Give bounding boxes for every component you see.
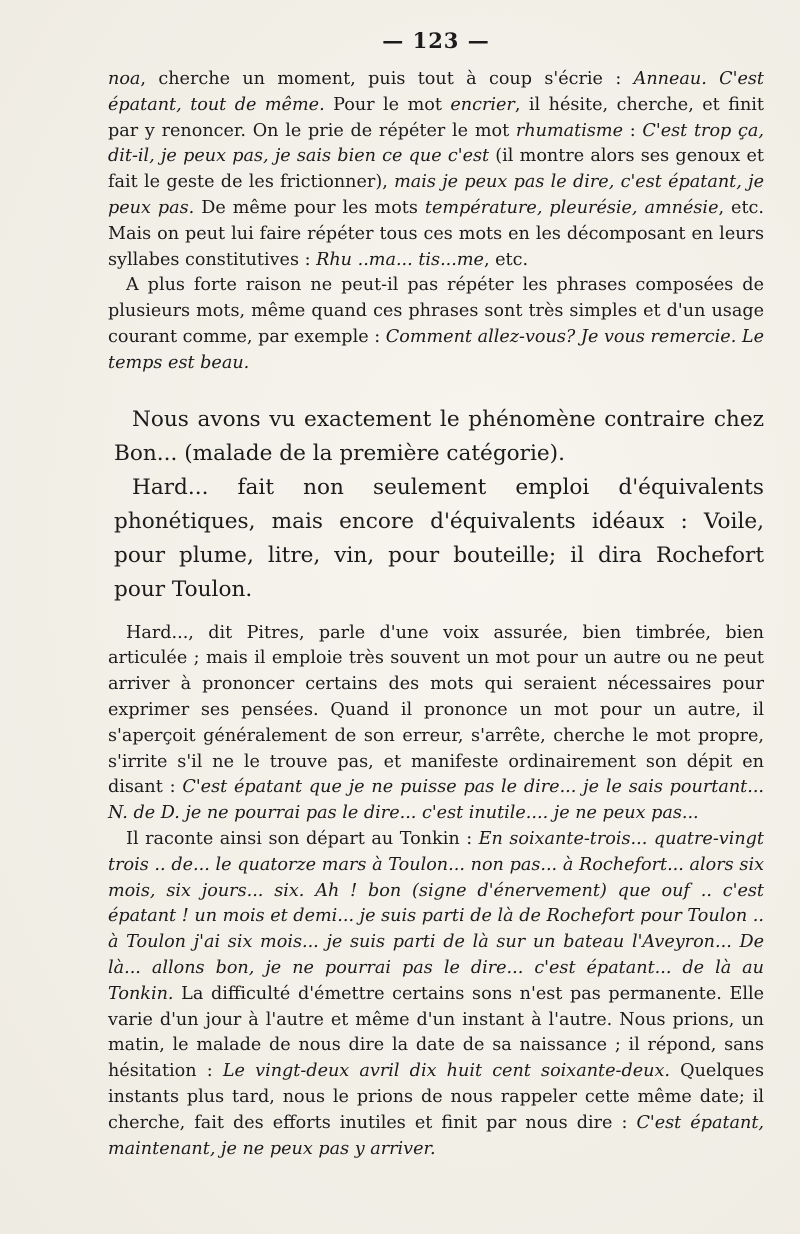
text-run: , etc. xyxy=(483,249,529,270)
italic-run: température, pleurésie, amnésie xyxy=(424,197,719,218)
italic-run: Anneau. C'est épatant, tout de même. xyxy=(108,69,764,115)
italic-run: rhumatisme xyxy=(515,120,623,141)
text-run: Quelques instants plus tard, nous le prions de nous rappeler cette même date; il cherche, fait des efforts inutiles et finit par nous dire : xyxy=(108,1061,764,1133)
italic-run: mais je peux pas le dire, c'est épatant, je peux pas. xyxy=(108,172,764,218)
text-run: De même pour les mots xyxy=(194,197,425,218)
paragraph-p1 xyxy=(108,67,764,273)
text-run: , cherche un moment, puis tout à coup s'écrie : xyxy=(140,69,634,89)
text-run: , il hésite, cherche, et finit par y renoncer. On le prie de répéter le mot xyxy=(108,94,764,141)
italic-run: C'est épatant, maintenant, je ne peux pas y arriver. xyxy=(108,1112,765,1159)
text-run: (il montre alors ses genoux et fait le geste de les frictionner), xyxy=(108,146,764,193)
paragraph-p3 xyxy=(114,403,764,471)
paragraph-p5 xyxy=(108,621,764,827)
page-number: — 123 — xyxy=(382,28,490,53)
italic-run: En soixante-trois... quatre-vingt trois .. de... le quatorze mars à Toulon... non pas... à Rochefort... alors six mois, six jours... six. Ah ! bon (signe d'énervement) que ouf .. c'est épatant ! un mois et demi... je suis parti de là de Rochefort pour Toulon .. à Toulon j'ai six mois... je suis parti de là sur un bateau l'Aveyron... De là... allons bon, je ne pourrai pas le dire... c'est épatant... de là au Tonkin. xyxy=(108,828,764,1004)
text-run: Nous avons vu exactement le phénomène contraire chez Bon... (malade de la première catégorie). xyxy=(114,406,764,466)
text-run: La difficulté d'émettre certains sons n'est pas permanente. Elle varie d'un jour à l'autre et même d'un instant à l'autre. Nous prions, un matin, le malade de nous dire la date de sa naissance ; il répond, sans hésitation : xyxy=(108,983,764,1082)
text-run: Il raconte ainsi son départ au Tonkin : xyxy=(126,828,479,849)
paragraph-p2 xyxy=(108,273,764,376)
paragraph-p6 xyxy=(108,827,764,1162)
text-run: Pour le mot xyxy=(324,94,451,115)
text-run: Hard... fait non seulement emploi d'équivalents phonétiques, mais encore d'équivalents idéaux : Voile, pour plume, litre, vin, pour bouteille; il dira Rochefort pour Toulon. xyxy=(114,474,764,602)
italic-run: Rhu ..ma... tis...me xyxy=(316,249,484,270)
text-run: : xyxy=(623,120,643,141)
italic-run: encrier xyxy=(450,94,515,115)
text-run: Hard..., dit Pitres, parle d'une voix assurée, bien timbrée, bien articulée ; mais il emploie très souvent un mot pour un autre ou ne peut arriver à prononcer certains des mots qui seraient nécessaires pour exprimer ses pensées. Quand il prononce un mot pour un autre, il s'aperçoit généralement de son erreur, s'arrête, cherche le mot propre, s'irrite s'il ne le trouve pas, et manifeste ordinairement son dépit en disant : xyxy=(108,622,764,798)
text-run: , etc. Mais on peut lui faire répéter tous ces mots en les décomposant en leurs syllabes constitutives : xyxy=(108,197,764,270)
italic-run: Le vingt-deux avril dix huit cent soixante-deux. xyxy=(222,1061,670,1082)
paragraph-p4 xyxy=(114,471,764,607)
text-run: A plus forte raison ne peut-il pas répéter les phrases composées de plusieurs mots, même quand ces phrases sont très simples et d'un usage courant comme, par exemple : xyxy=(108,275,764,347)
italic-run: Comment allez-vous? Je vous remercie. Le temps est beau. xyxy=(108,326,764,373)
italic-run: C'est épatant que je ne puisse pas le dire... je le sais pourtant... N. de D. je ne pourrai pas le dire... c'est inutile.... je ne peux pas... xyxy=(108,777,765,824)
italic-run: noa xyxy=(108,69,141,89)
italic-run: C'est trop ça, dit-il, je peux pas, je sais bien ce que c'est xyxy=(108,120,764,167)
